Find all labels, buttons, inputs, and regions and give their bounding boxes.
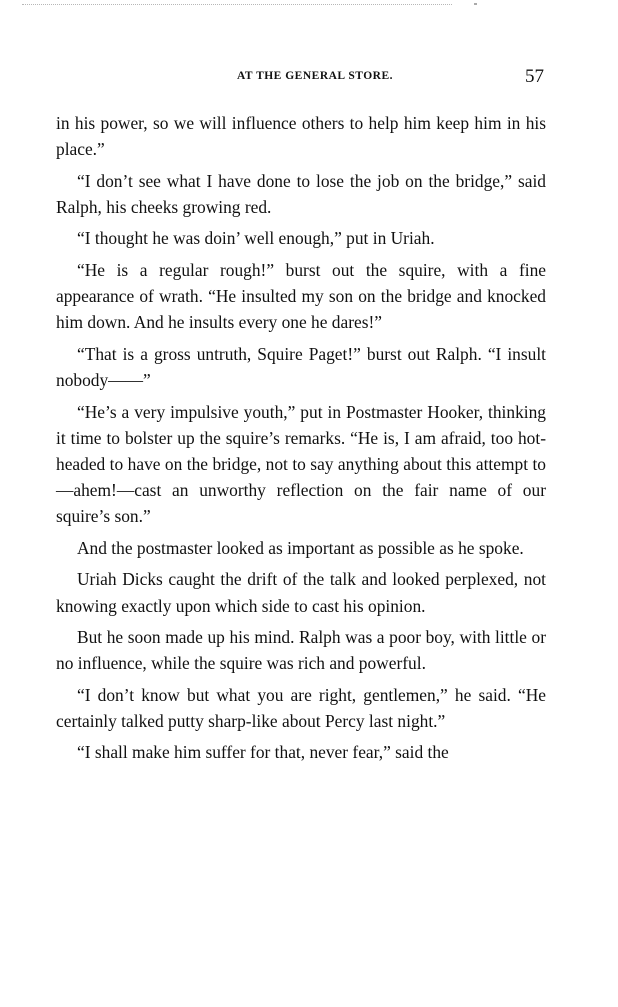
paragraph: “I shall make him suffer for that, never fear,” said the	[77, 742, 449, 763]
page-header	[56, 68, 546, 92]
scan-artifact-line	[22, 4, 452, 5]
paragraph: “He is a regular rough!” burst out the squire, with a fine appearance of wrath. “He insulted my son on the bridge and knocked him down. And he insults every one he dares!”	[56, 259, 546, 333]
body-text	[56, 110, 546, 771]
paragraph: And the postmaster looked as important as possible as he spoke.	[77, 537, 524, 558]
paragraph: “I thought he was doin’ well enough,” put in Uriah.	[77, 228, 435, 249]
paragraph: “I don’t see what I have done to lose the job on the bridge,” said Ralph, his cheeks growing red.	[56, 170, 546, 217]
paragraph: “That is a gross untruth, Squire Paget!” burst out Ralph. “I insult nobody——”	[56, 343, 546, 391]
paragraph: But he soon made up his mind. Ralph was a poor boy, with little or no influence, while the squire was rich and powerful.	[56, 627, 546, 674]
paragraph: Uriah Dicks caught the drift of the talk and looked perplexed, not knowing exactly upon which side to cast his opinion.	[56, 569, 546, 616]
paragraph: “He’s a very impulsive youth,” put in Postmaster Hooker, thinking it time to bolster up the squire’s remarks. “He is, I am afraid, too hot-headed to have on the bridge, not to say anything about this attempt to—ahem!—cast an unworthy reflection on the fair name of our squire’s son.”	[56, 401, 546, 527]
paragraph-continued: in his power, so we will influence others to help him keep him in his place.”	[56, 113, 546, 160]
page-number: 57	[525, 66, 544, 87]
scan-artifact-mark	[474, 3, 477, 5]
paragraph: “I don’t know but what you are right, gentlemen,” he said. “He certainly talked putty sharp-like about Percy last night.”	[56, 684, 546, 731]
running-head: AT THE GENERAL STORE.	[236, 70, 393, 82]
